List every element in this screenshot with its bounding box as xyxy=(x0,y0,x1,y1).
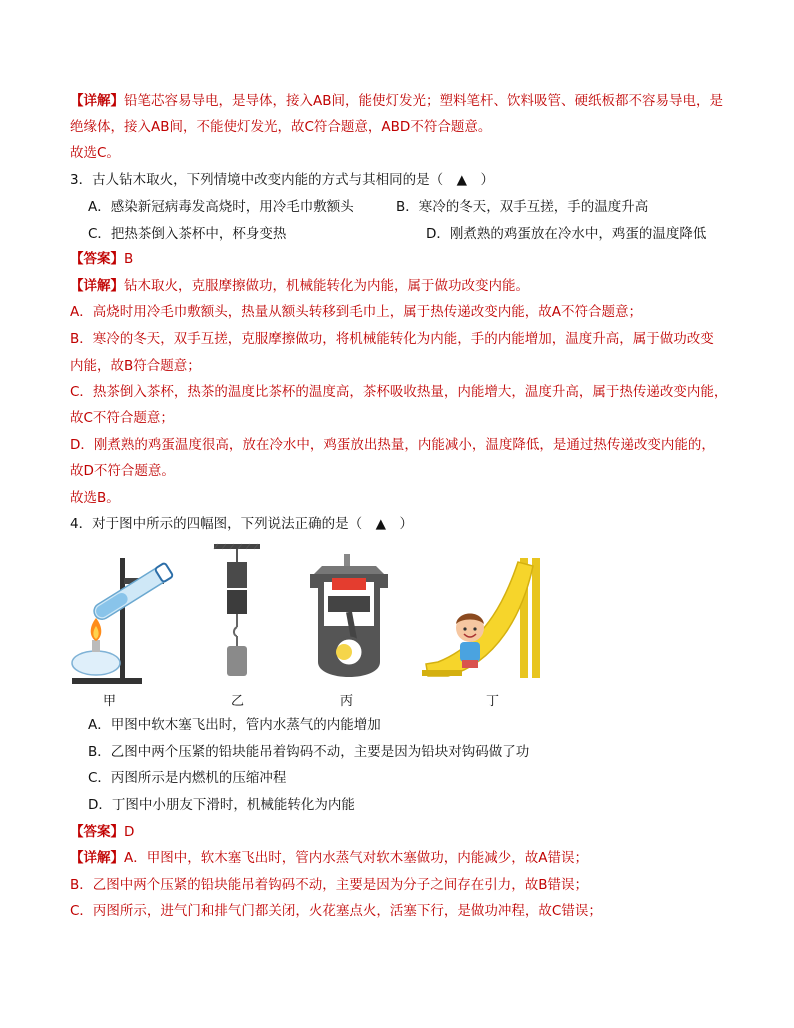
detail-line xyxy=(70,848,588,868)
option-c: C．丙图所示是内燃机的压缩冲程 xyxy=(88,770,287,786)
detail-line: D．刚煮熟的鸡蛋温度很高，放在冷水中，鸡蛋放出热量，内能减小，温度降低，是通过热传递改变内能的， xyxy=(70,437,715,453)
figure-label: 丙 xyxy=(340,694,354,709)
figure-ding xyxy=(418,552,548,684)
answer-value: B xyxy=(124,251,134,267)
option-a: A．甲图中软木塞飞出时，管内水蒸气的内能增加 xyxy=(88,717,381,733)
conclusion: 故选B。 xyxy=(70,490,120,506)
conclusion: 故选C。 xyxy=(70,145,120,161)
option-c: C．把热茶倒入茶杯中，杯身变热 xyxy=(88,226,287,242)
detail-line: 内能，故B符合题意； xyxy=(70,358,201,374)
detail-line: B．乙图中两个压紧的铅块能吊着钩码不动，主要是因为分子之间存在引力，故B错误； xyxy=(70,877,589,893)
detail-text: 钻木取火，克服摩擦做功，机械能转化为内能，属于做功改变内能。 xyxy=(124,278,529,294)
detail-line: 故C不符合题意； xyxy=(70,410,174,426)
detail-tag: 【详解】 xyxy=(70,850,124,866)
option-d: D．刚煮熟的鸡蛋放在冷水中，鸡蛋的温度降低 xyxy=(426,226,707,242)
answer-tag: 【答案】 xyxy=(70,824,124,840)
detail-line: 故D不符合题意。 xyxy=(70,463,175,479)
figure-yi xyxy=(212,542,262,687)
answer-line xyxy=(70,249,133,269)
answer-line xyxy=(70,822,134,842)
option-b: B．寒冷的冬天，双手互搓，手的温度升高 xyxy=(396,199,649,215)
detail-text: 铅笔芯容易导电，是导体，接入AB间，能使灯发光；塑料笔杆、饮料吸管、硬纸板都不容易导电，是 xyxy=(124,93,723,109)
figure-label: 甲 xyxy=(103,694,117,709)
detail-line: A．高烧时用冷毛巾敷额头，热量从额头转移到毛巾上，属于热传递改变内能，故A不符合题意； xyxy=(70,304,642,320)
detail-line xyxy=(70,91,723,111)
option-d: D．丁图中小朋友下滑时，机械能转化为内能 xyxy=(88,797,355,813)
question-stem: 3．古人钻木取火，下列情境中改变内能的方式与其相同的是（ ▲ ） xyxy=(70,172,494,188)
detail-line: C．热茶倒入茶杯，热茶的温度比茶杯的温度高，茶杯吸收热量，内能增大，温度升高，属于热传递改变内能， xyxy=(70,384,728,400)
detail-line xyxy=(70,276,529,296)
figure-jia xyxy=(68,548,178,688)
figure-label: 乙 xyxy=(231,694,245,709)
question-stem: 4．对于图中所示的四幅图，下列说法正确的是（ ▲ ） xyxy=(70,516,413,532)
detail-tag: 【详解】 xyxy=(70,278,124,294)
figure-bing xyxy=(304,552,394,687)
option-a: A．感染新冠病毒发高烧时，用冷毛巾敷额头 xyxy=(88,199,354,215)
figure-label: 丁 xyxy=(486,694,500,709)
option-b: B．乙图中两个压紧的铅块能吊着钩码不动，主要是因为铅块对钩码做了功 xyxy=(88,744,530,760)
answer-value: D xyxy=(124,824,135,840)
detail-line: B．寒冷的冬天，双手互搓，克服摩擦做功，将机械能转化为内能，手的内能增加，温度升高，属于做功改变 xyxy=(70,331,714,347)
detail-text: A．甲图中，软木塞飞出时，管内水蒸气对软木塞做功，内能减少，故A错误； xyxy=(124,850,588,866)
detail-line: C．丙图所示，进气门和排气门都关闭，火花塞点火，活塞下行，是做功冲程，故C错误； xyxy=(70,903,602,919)
detail-line: 绝缘体，接入AB间，不能使灯发光，故C符合题意，ABD不符合题意。 xyxy=(70,119,492,135)
answer-tag: 【答案】 xyxy=(70,251,124,267)
detail-tag: 【详解】 xyxy=(70,93,124,109)
